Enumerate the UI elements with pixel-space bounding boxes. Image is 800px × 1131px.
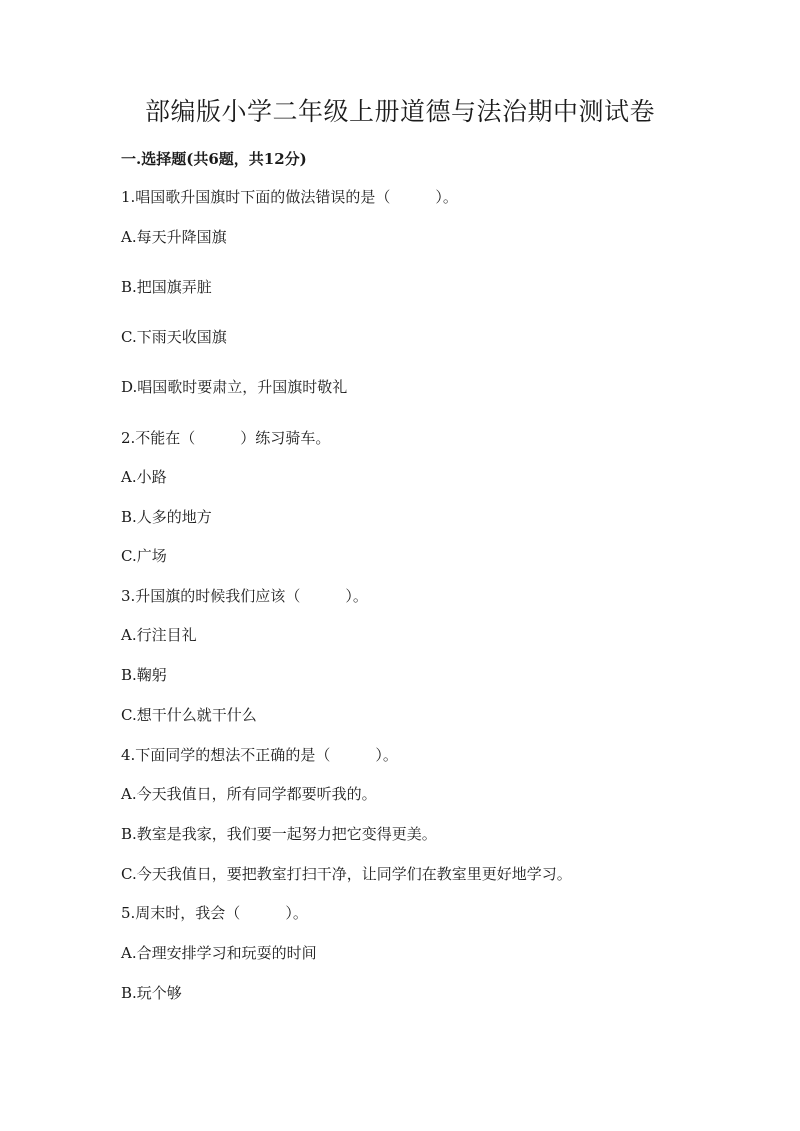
- question-5-option-b: B.玩个够: [121, 984, 182, 1002]
- question-3-option-a: A.行注目礼: [121, 626, 197, 644]
- question-5-stem: 5.周末时，我会（ ）。: [121, 904, 308, 922]
- question-2-option-a: A.小路: [121, 468, 167, 486]
- question-4-option-c: C.今天我值日，要把教室打扫干净，让同学们在教室里更好地学习。: [121, 865, 572, 883]
- question-5-option-a: A.合理安排学习和玩耍的时间: [121, 944, 317, 962]
- question-1-option-b: B.把国旗弄脏: [121, 278, 212, 296]
- question-2-option-c: C.广场: [121, 547, 167, 565]
- question-3-option-b: B.鞠躬: [121, 666, 167, 684]
- question-1-option-d: D.唱国歌时要肃立，升国旗时敬礼: [121, 378, 348, 396]
- question-1-option-a: A.每天升降国旗: [121, 228, 227, 246]
- question-4-stem: 4.下面同学的想法不正确的是（ ）。: [121, 746, 398, 764]
- page-title: 部编版小学二年级上册道德与法治期中测试卷: [144, 97, 655, 126]
- question-1-option-c: C.下雨天收国旗: [121, 328, 227, 346]
- question-1-stem: 1.唱国歌升国旗时下面的做法错误的是（ ）。: [121, 188, 458, 206]
- question-2-stem: 2.不能在（ ）练习骑车。: [121, 429, 331, 447]
- question-3-stem: 3.升国旗的时候我们应该（ ）。: [121, 587, 368, 605]
- question-2-option-b: B.人多的地方: [121, 508, 212, 526]
- question-4-option-a: A.今天我值日，所有同学都要听我的。: [121, 785, 377, 803]
- section-heading: 一.选择题(共6题，共12分): [121, 150, 307, 168]
- question-4-option-b: B.教室是我家，我们要一起努力把它变得更美。: [121, 825, 437, 843]
- question-3-option-c: C.想干什么就干什么: [121, 706, 257, 724]
